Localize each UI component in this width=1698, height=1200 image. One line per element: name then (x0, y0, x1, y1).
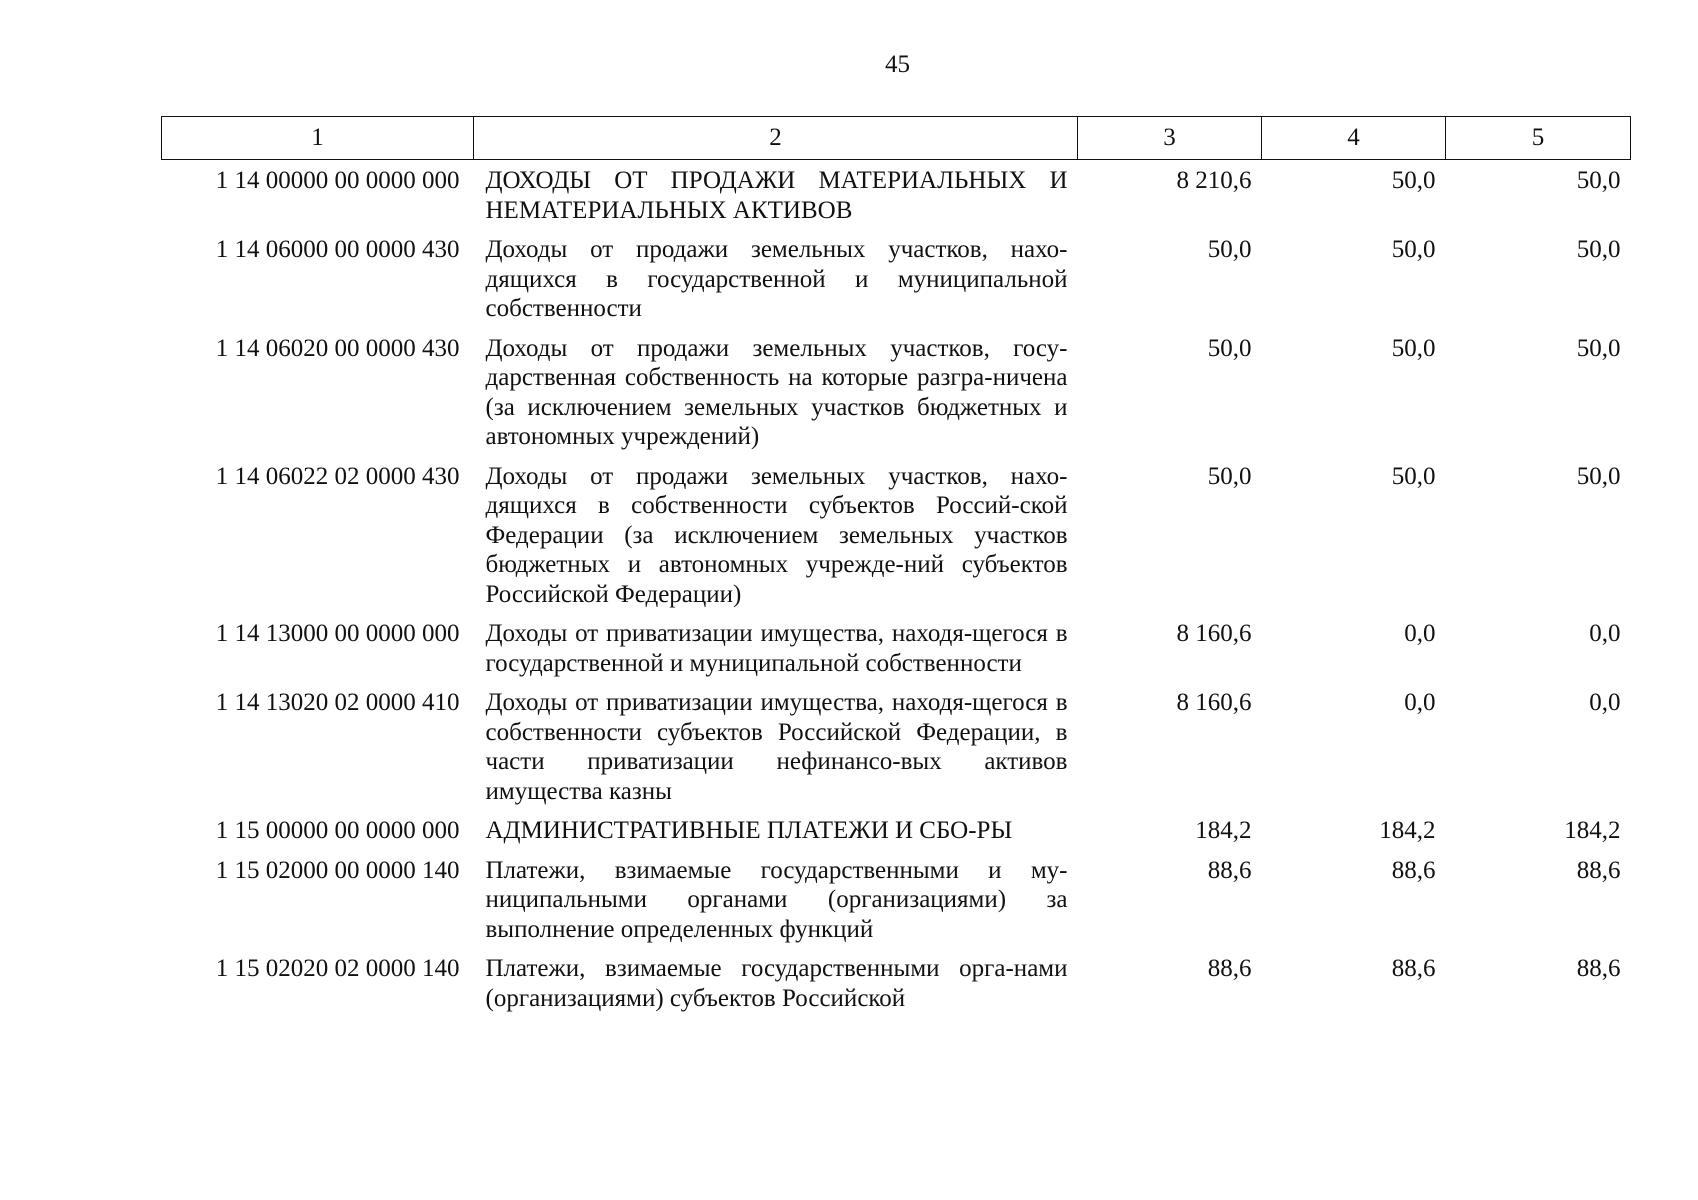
value-col-3: 50,0 (1207, 334, 1252, 362)
budget-code: 1 14 06022 02 0000 430 (215, 462, 460, 490)
table-row (162, 688, 1631, 816)
table-row (162, 160, 1631, 236)
page-number: 45 (885, 51, 910, 78)
revenue-description: Доходы от приватизации имущества, находя-щегося в государственной и муниципальной собственности (485, 620, 1068, 677)
revenue-description: Платежи, взимаемые государственными и му-ниципальными органами (организациями) за выполнение определенных функций (485, 856, 1068, 943)
column-header-1: 1 (162, 117, 474, 160)
revenue-table (161, 116, 1631, 1023)
value-col-5: 184,2 (1564, 817, 1621, 844)
budget-code: 1 15 00000 00 0000 000 (215, 817, 460, 844)
value-col-4: 50,0 (1391, 462, 1436, 490)
value-col-3: 8 160,6 (1176, 689, 1252, 716)
value-col-5: 0,0 (1589, 689, 1621, 716)
value-col-3: 88,6 (1207, 856, 1252, 884)
revenue-description: Доходы от приватизации имущества, находя-щегося в собственности субъектов Российской Федерации, в части приватизации нефинансо-вых активов имущества казны (485, 689, 1068, 805)
value-col-4: 0,0 (1404, 689, 1436, 716)
value-col-3: 88,6 (1207, 955, 1252, 982)
value-col-4: 50,0 (1391, 167, 1436, 194)
value-col-3: 8 210,6 (1176, 167, 1252, 194)
value-col-5: 50,0 (1576, 462, 1621, 490)
budget-code: 1 14 00000 00 0000 000 (215, 167, 460, 194)
table-row (162, 334, 1631, 462)
value-col-4: 184,2 (1379, 817, 1436, 844)
value-col-3: 8 160,6 (1176, 620, 1252, 647)
value-col-4: 88,6 (1391, 955, 1436, 982)
budget-code: 1 14 13000 00 0000 000 (215, 620, 460, 647)
table-body (162, 160, 1631, 1024)
revenue-description: Доходы от продажи земельных участков, нахо-дящихся в собственности субъектов Россий-ской Федерации (за исключением земельных участков бюджетных и автономных учрежде-ний субъектов Российской Федерации) (485, 462, 1068, 608)
value-col-4: 50,0 (1391, 236, 1436, 263)
value-col-3: 184,2 (1195, 817, 1252, 844)
budget-code: 1 14 06020 00 0000 430 (215, 334, 460, 362)
budget-code: 1 14 13020 02 0000 410 (215, 689, 460, 716)
value-col-5: 50,0 (1576, 334, 1621, 362)
column-header-3: 3 (1078, 117, 1262, 160)
column-header-4: 4 (1262, 117, 1446, 160)
value-col-3: 50,0 (1207, 462, 1252, 490)
revenue-description: АДМИНИСТРАТИВНЫЕ ПЛАТЕЖИ И СБО-РЫ (485, 817, 1013, 844)
value-col-5: 88,6 (1576, 856, 1621, 884)
table-row (162, 954, 1631, 1023)
table-row (162, 619, 1631, 688)
table-row (162, 235, 1631, 334)
revenue-description: ДОХОДЫ ОТ ПРОДАЖИ МАТЕРИАЛЬНЫХ И НЕМАТЕРИАЛЬНЫХ АКТИВОВ (485, 167, 1068, 224)
budget-code: 1 15 02020 02 0000 140 (215, 955, 460, 982)
column-header-2: 2 (474, 117, 1078, 160)
budget-code: 1 14 06000 00 0000 430 (215, 236, 460, 263)
value-col-5: 50,0 (1576, 236, 1621, 263)
table-row (162, 856, 1631, 955)
revenue-description: Доходы от продажи земельных участков, нахо-дящихся в государственной и муниципальной собственности (485, 236, 1068, 322)
column-header-5: 5 (1446, 117, 1631, 160)
value-col-5: 88,6 (1576, 955, 1621, 982)
value-col-4: 88,6 (1391, 856, 1436, 884)
table-row (162, 462, 1631, 620)
value-col-4: 0,0 (1404, 620, 1436, 647)
revenue-description: Платежи, взимаемые государственными орга-нами (организациями) субъектов Российской (485, 955, 1068, 1012)
table-row (162, 816, 1631, 856)
value-col-5: 50,0 (1576, 167, 1621, 194)
value-col-4: 50,0 (1391, 334, 1436, 362)
value-col-3: 50,0 (1207, 236, 1252, 263)
header-row (162, 117, 1631, 160)
value-col-5: 0,0 (1589, 620, 1621, 647)
budget-code: 1 15 02000 00 0000 140 (215, 856, 460, 884)
revenue-description: Доходы от продажи земельных участков, госу-дарственная собственность на которые разгра-ничена (за исключением земельных участков бюджетных и автономных учреждений) (485, 334, 1068, 450)
table-header (162, 117, 1631, 160)
